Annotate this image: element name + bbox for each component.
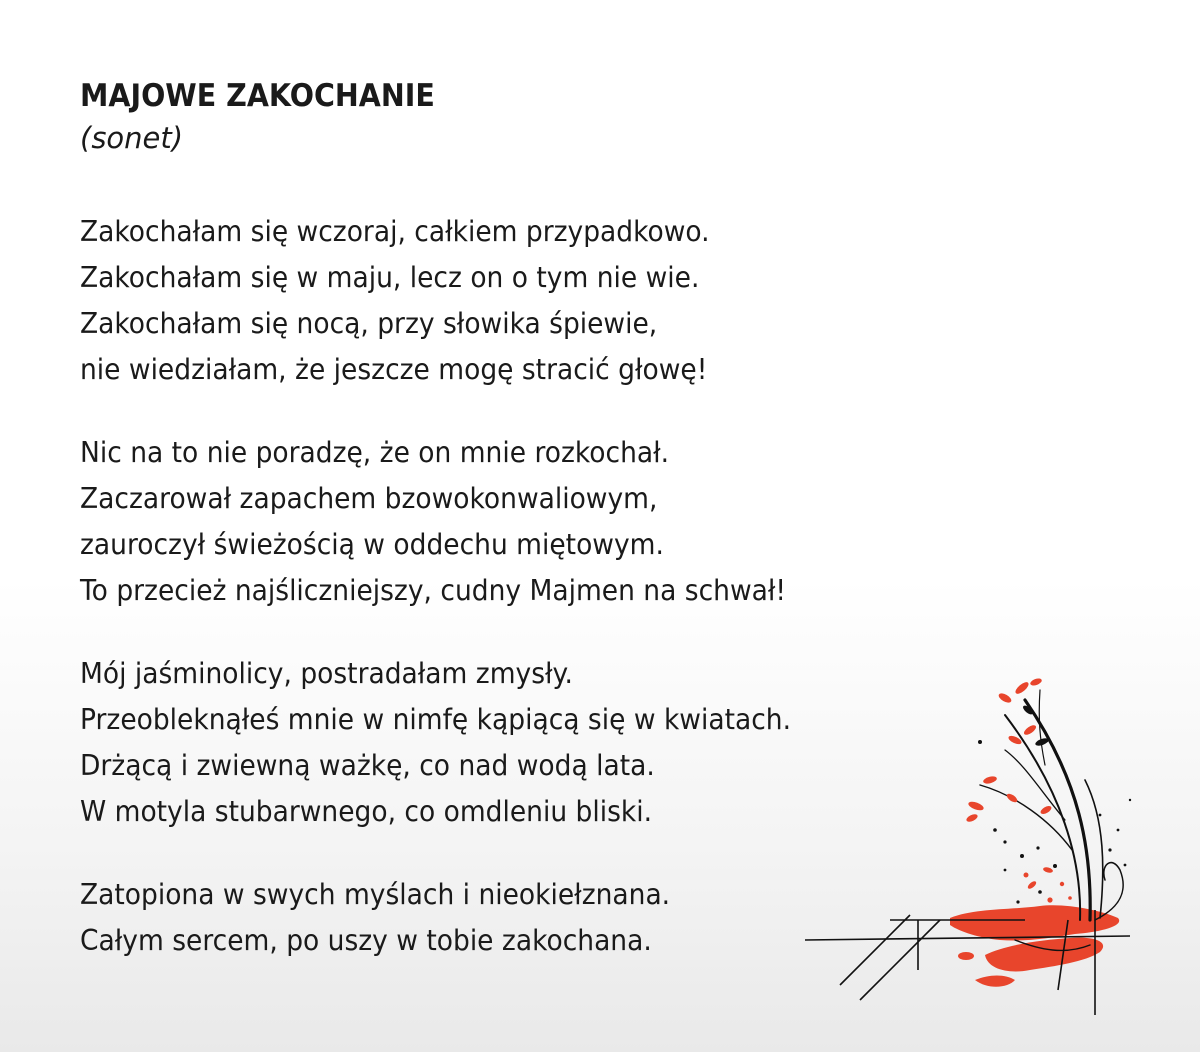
branch-with-red-leaves-icon [800, 670, 1160, 1030]
poem-line: Zatopiona w swych myślach i nieokiełznana. [80, 878, 671, 911]
poem-line: Przeobleknąłeś mnie w nimfę kąpiącą się w kwiatach. [80, 703, 792, 736]
poem-line: Zakochałam się w maju, lecz on o tym nie wie. [80, 261, 700, 294]
poem-line: Mój jaśminolicy, postradałam zmysły. [80, 657, 573, 690]
stanza-2 [80, 430, 980, 614]
poem-subtitle: (sonet) [80, 121, 184, 155]
poem-line: Zaczarował zapachem bzowokonwaliowym, [80, 482, 658, 515]
poem-line: nie wiedziałam, że jeszcze mogę stracić głowę! [80, 353, 708, 386]
dark-leaves [1022, 704, 1050, 747]
scatter-dots [978, 740, 1131, 904]
poem-line: Zakochałam się wczoraj, całkiem przypadkowo. [80, 215, 710, 248]
poem-line: Drżącą i zwiewną ważkę, co nad wodą lata. [80, 749, 655, 782]
poem-line: W motyla stubarwnego, co omdleniu bliski. [80, 795, 653, 828]
poem-line: Nic na to nie poradzę, że on mnie rozkochał. [80, 436, 670, 469]
poem-title: MAJOWE ZAKOCHANIE [80, 78, 435, 114]
poem-line: Zakochałam się nocą, przy słowika śpiewie, [80, 307, 658, 340]
leaves [965, 677, 1053, 890]
poem-line: To przecież najśliczniejszy, cudny Majmen na schwał! [80, 574, 787, 607]
poem-line: zauroczył świeżością w oddechu miętowym. [80, 528, 664, 561]
poem-line: Całym sercem, po uszy w tobie zakochana. [80, 924, 652, 957]
stanza-1 [80, 209, 980, 393]
